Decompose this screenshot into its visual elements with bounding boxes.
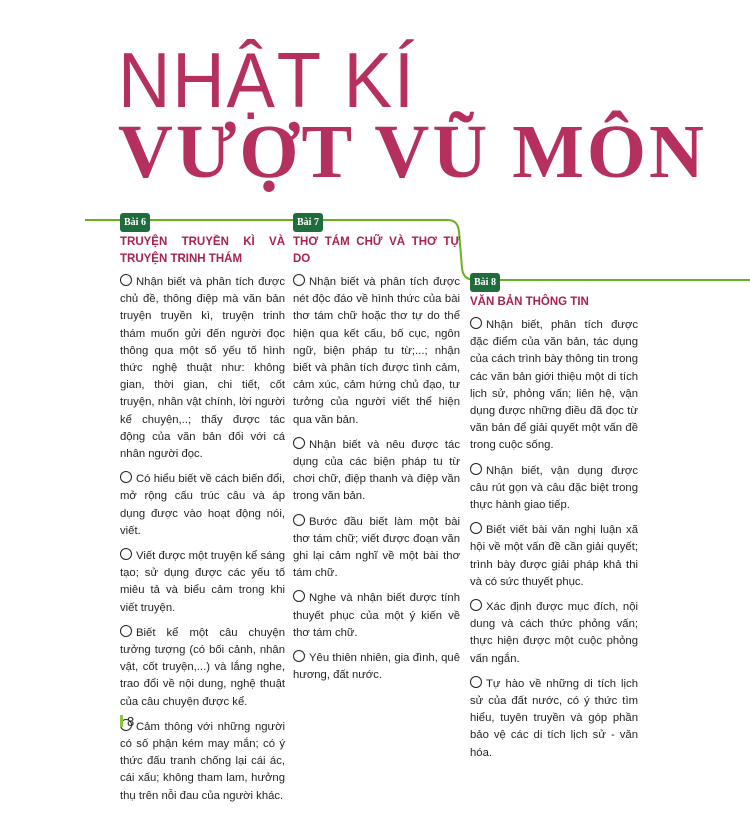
objective-item bbox=[293, 590, 460, 642]
objective-text: Viết được một truyện kể sáng tạo; sử dụng được các yếu tố miêu tả và biểu cảm trong khi viết truyện. bbox=[120, 550, 285, 614]
circle-bullet-icon bbox=[470, 463, 482, 475]
circle-bullet-icon bbox=[120, 274, 132, 286]
objective-item bbox=[120, 548, 285, 617]
page-number bbox=[120, 714, 134, 729]
objective-item bbox=[293, 514, 460, 583]
circle-bullet-icon bbox=[470, 599, 482, 611]
objective-item bbox=[470, 522, 638, 591]
circle-bullet-icon bbox=[470, 522, 482, 534]
circle-bullet-icon bbox=[293, 274, 305, 286]
lesson-badge: Bài 7 bbox=[293, 213, 323, 232]
lesson-badge: Bài 8 bbox=[470, 273, 500, 292]
objective-text: Xác định được mục đích, nội dung và cách thức phỏng vấn; thực hiện được một cuộc phỏng vấn ngắn. bbox=[470, 601, 638, 665]
objective-text: Nhận biết và phân tích được chủ đề, thông điệp mà văn bản truyện truyền kì, truyện trinh thám muốn gửi đến người đọc thông qua một số yếu tố hình thức nghệ thuật như: không gian, thời gian, chi tiết, cốt truyện, nhân vật chính, lời người kể chuyện,..; thấy được tác động của văn bản đối với cá nhân người đọc. bbox=[120, 276, 285, 461]
circle-bullet-icon bbox=[293, 590, 305, 602]
objective-text: Nghe và nhận biết được tính thuyết phục của một ý kiến về thơ tám chữ. bbox=[293, 592, 460, 639]
lesson-heading: VĂN BẢN THÔNG TIN bbox=[470, 296, 589, 308]
objective-item bbox=[120, 274, 285, 463]
objective-item bbox=[470, 463, 638, 515]
objective-item bbox=[120, 471, 285, 540]
objective-item bbox=[120, 719, 285, 805]
objective-text: Biết kể một câu chuyện tưởng tượng (có bối cảnh, nhân vật, cốt truyện,...) và lắng nghe, trao đổi về nội dung, nghệ thuật của câu chuyện được kể. bbox=[120, 626, 285, 708]
objective-item bbox=[293, 437, 460, 506]
circle-bullet-icon bbox=[120, 548, 132, 560]
circle-bullet-icon bbox=[470, 317, 482, 329]
circle-bullet-icon bbox=[293, 650, 305, 662]
objective-item bbox=[470, 317, 638, 455]
lesson-column bbox=[470, 277, 638, 770]
page-number-text: 8 bbox=[127, 714, 135, 729]
circle-bullet-icon bbox=[293, 514, 305, 526]
lesson-column bbox=[120, 217, 285, 813]
objective-text: Có hiểu biết về cách biến đổi, mở rộng cấu trúc câu và áp dụng được vào hoạt động nói, viết. bbox=[120, 473, 285, 537]
circle-bullet-icon bbox=[470, 676, 482, 688]
lesson-badge: Bài 6 bbox=[120, 213, 150, 232]
objective-text: Nhận biết và nêu được tác dụng của các biện pháp tu từ chơi chữ, điệp thanh và điệp vần trong văn bản. bbox=[293, 438, 460, 503]
title-line-2: VƯỢT VŨ MÔN bbox=[118, 110, 707, 194]
objective-text: Biết viết bài văn nghị luận xã hội về một vấn đề cần giải quyết; trình bày được giải pháp khả thi và có sức thuyết phục. bbox=[470, 524, 638, 588]
objective-text: Nhận biết và phân tích được nét độc đáo về hình thức của bài thơ tám chữ hoặc thơ tự do thể hiện qua kết cấu, bố cục, ngôn ngữ, biện pháp tu từ;...; nhận biết và phân tích được tình cảm, cảm xúc, cảm hứng chủ đạo, tư tưởng của người viết thể hiện qua văn bản. bbox=[293, 276, 460, 426]
page-marker bbox=[120, 715, 123, 727]
objective-text: Nhận biết, phân tích được đặc điểm của văn bản, tác dụng của cách trình bày thông tin trong các văn bản giới thiệu một di tích lịch sử, phỏng vấn; liên hệ, vận dụng được những điều đã đọc từ văn bản để giải quyết một vấn đề trong cuộc sống. bbox=[470, 319, 638, 452]
circle-bullet-icon bbox=[293, 437, 305, 449]
objective-text: Yêu thiên nhiên, gia đình, quê hương, đất nước. bbox=[293, 652, 460, 682]
objective-text: Bước đầu biết làm một bài thơ tám chữ; viết được đoạn văn ghi lại cảm nghĩ về một bài thơ tám chữ. bbox=[293, 515, 460, 580]
lesson-heading: THƠ TÁM CHỮ VÀ THƠ TỰ DO bbox=[293, 236, 460, 265]
objective-item bbox=[293, 650, 460, 684]
objective-text: Cảm thông với những người có số phận kém may mắn; có ý thức đấu tranh chống lại cái ác, cái xấu; không tham lam, hưởng thụ trên nỗi đau của người khác. bbox=[120, 720, 285, 802]
objective-item bbox=[470, 599, 638, 668]
lesson-column bbox=[293, 217, 460, 692]
objective-text: Tự hào về những di tích lịch sử của đất nước, có ý thức tìm hiểu, tuyên truyền và góp phần bảo vệ các di tích lịch sử - văn hóa. bbox=[470, 677, 638, 759]
circle-bullet-icon bbox=[120, 625, 132, 637]
objective-item bbox=[120, 625, 285, 711]
objective-text: Nhận biết, vận dụng được câu rút gọn và câu đặc biệt trong thực hành giao tiếp. bbox=[470, 464, 638, 512]
lesson-heading: TRUYỆN TRUYỀN KÌ VÀ TRUYỆN TRINH THÁM bbox=[120, 236, 285, 265]
circle-bullet-icon bbox=[120, 471, 132, 483]
title-line-1: NHẬT KÍ bbox=[118, 36, 416, 124]
objective-item bbox=[470, 676, 638, 762]
objective-item bbox=[293, 274, 460, 429]
